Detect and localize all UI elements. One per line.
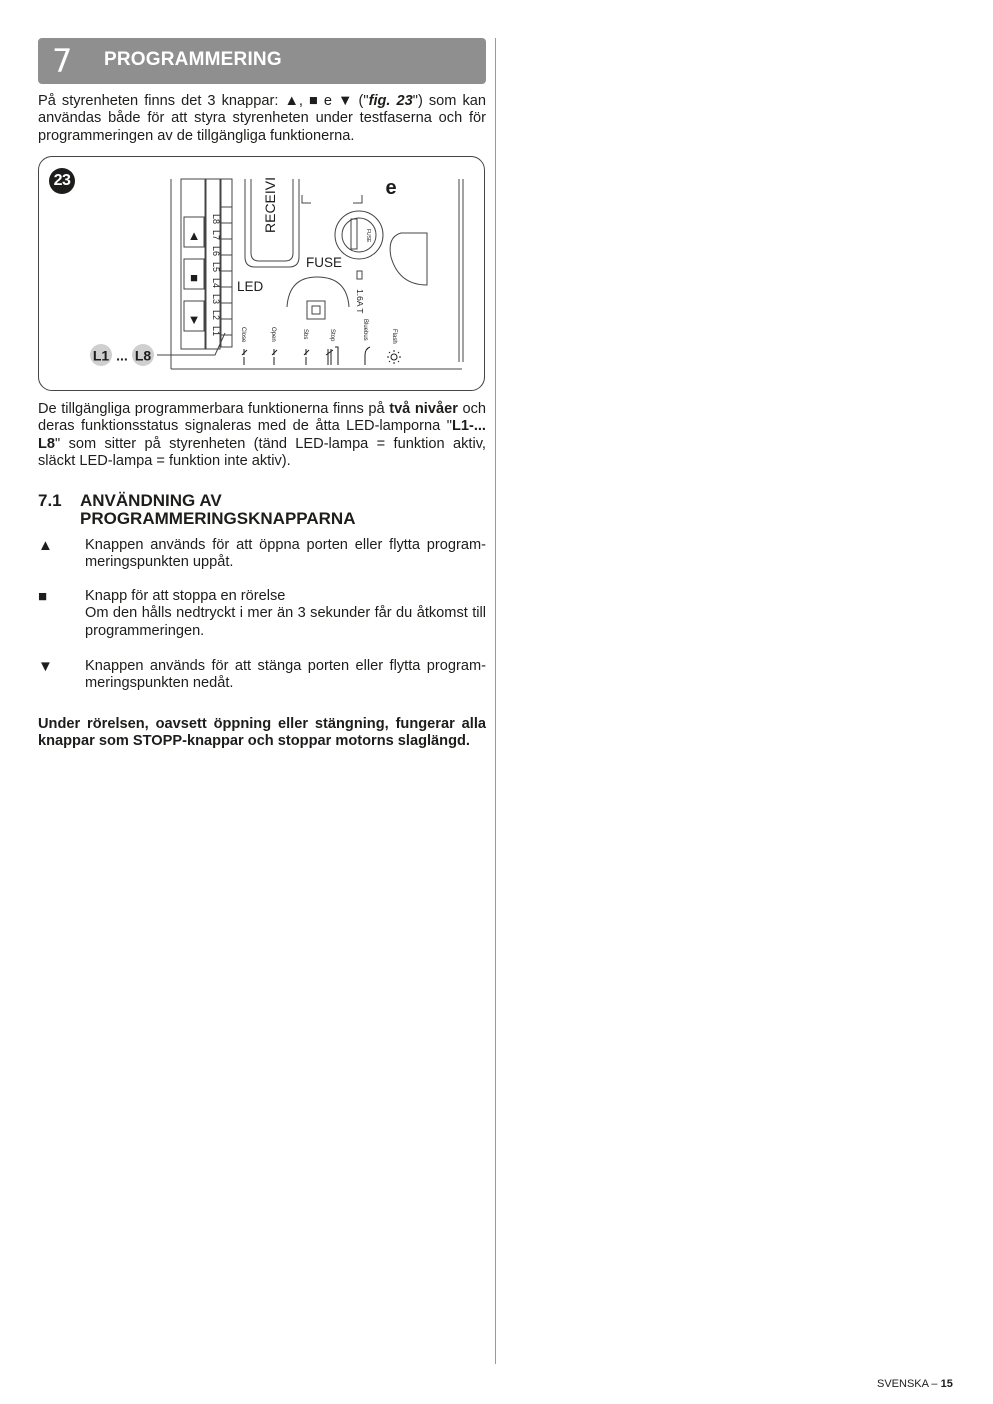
item-down-line2: meringspunkten nedåt. — [85, 675, 234, 692]
down-triangle-icon: ▼ — [38, 658, 53, 675]
subsection-title: ANVÄNDNING AV PROGRAMMERINGSKNAPPARNA — [80, 491, 356, 528]
led-label-l8: L8 — [211, 214, 221, 225]
terminal-sbs-label: Sbs — [302, 329, 308, 340]
item-up-line1: Knappen används för att öppna porten eller flytta program- — [85, 537, 486, 553]
callout-leader — [157, 333, 225, 355]
terminal-flash-icon — [391, 354, 397, 360]
led-array — [221, 179, 232, 347]
round-switch — [287, 277, 349, 307]
receiver-label: RECEIVI — [262, 176, 278, 233]
stop-square-icon: ■ — [38, 588, 48, 605]
callout-l1: L1 — [92, 347, 110, 364]
levels-text-b: och deras funktionsstatus signaleras med de åtta LED-lamporna " — [38, 401, 487, 435]
section-title: PROGRAMMERING — [104, 49, 282, 70]
item-down-line1: Knappen används för att stänga porten eller flytta program- — [85, 658, 486, 674]
list-item-text — [85, 537, 486, 572]
levels-text-a: De tillgängliga programmerbara funktionerna finns på — [38, 401, 390, 417]
led-label-l1: L1 — [211, 326, 221, 337]
section-number: 7 — [52, 42, 73, 80]
levels-bold-levels: två nivåer — [389, 401, 458, 417]
button-stop-icon: ■ — [190, 270, 198, 285]
intro-text-end: ") som kan användas både för att styra styrenheten under testfaserna och för programmeringen av de tillgängliga funktionerna. — [38, 93, 487, 144]
list-item-text — [85, 588, 486, 640]
button-down-icon: ▼ — [187, 312, 201, 327]
terminal-stop-label: Stop — [329, 329, 335, 342]
figure-control-unit — [38, 156, 485, 391]
page-footer — [877, 1378, 953, 1390]
column-divider — [495, 38, 496, 1364]
led-label: LED — [237, 279, 264, 294]
stop-square-icon: ■ — [309, 93, 318, 109]
led-label-l2: L2 — [211, 310, 221, 321]
item-up-line2: meringspunkten uppåt. — [85, 554, 234, 571]
connector-housing — [390, 233, 427, 285]
terminal-close-label: Close — [240, 327, 246, 343]
fuse-label: FUSE — [306, 255, 343, 270]
levels-paragraph — [38, 401, 486, 471]
control-unit-diagram — [39, 157, 486, 392]
figure-number: 23 — [49, 168, 75, 194]
brand-logo-icon: e — [385, 177, 397, 199]
final-note: Under rörelsen, oavsett öppning eller stängning, fungerar alla knappar som STOPP-knappar och stoppar motorns slaglängd. — [38, 716, 486, 750]
up-triangle-icon: ▲ — [284, 93, 299, 109]
footer-language: SVENSKA – — [877, 1378, 941, 1390]
intro-and: e — [317, 93, 339, 109]
led-label-l6: L6 — [211, 246, 221, 257]
subsection-number: 7.1 — [38, 491, 62, 510]
fuse-rating-label: 1.6A T — [355, 289, 365, 314]
terminal-stop-icon — [326, 347, 338, 365]
terminal-close-icon — [242, 349, 247, 365]
intro-paragraph — [38, 93, 486, 145]
levels-bold-leds: L1-... L8 — [38, 418, 486, 452]
callout-dots: ... — [116, 347, 128, 364]
button-up-icon: ▲ — [187, 228, 201, 243]
led-label-l3: L3 — [211, 294, 221, 305]
list-item-text — [85, 658, 486, 693]
section-header — [38, 38, 486, 84]
terminal-flash-label: Flash — [391, 329, 397, 344]
item-stop-line2: Om den hålls nedtryckt i mer än 3 sekunder får du åtkomst till programmeringen. — [85, 605, 486, 639]
intro-ref-open: (" — [352, 93, 369, 109]
intro-text: På styrenheten finns det 3 knappar: — [38, 93, 285, 109]
down-triangle-icon: ▼ — [338, 93, 353, 109]
terminal-bluebus-icon — [365, 347, 370, 365]
intro-comma: , — [298, 93, 309, 109]
terminal-bluebus-label: Bluebus — [362, 319, 368, 341]
led-label-l7: L7 — [211, 230, 221, 241]
led-label-l4: L4 — [211, 278, 221, 289]
page-number: 15 — [940, 1378, 953, 1390]
terminal-open-label: Open — [270, 327, 276, 342]
up-triangle-icon: ▲ — [38, 537, 53, 554]
fuse-small-label: FUSE — [365, 229, 371, 243]
item-stop-line1: Knapp för att stoppa en rörelse — [85, 588, 286, 604]
terminal-open-icon — [272, 349, 277, 365]
figure-reference: fig. 23 — [368, 93, 413, 109]
terminal-sbs-icon — [304, 349, 309, 365]
led-label-l5: L5 — [211, 262, 221, 273]
levels-text-c: " som sitter på styrenheten (tänd LED-lampa = funktion aktiv, släckt LED-lampa = funktion inte aktiv). — [38, 435, 486, 470]
callout-l8: L8 — [134, 347, 152, 364]
